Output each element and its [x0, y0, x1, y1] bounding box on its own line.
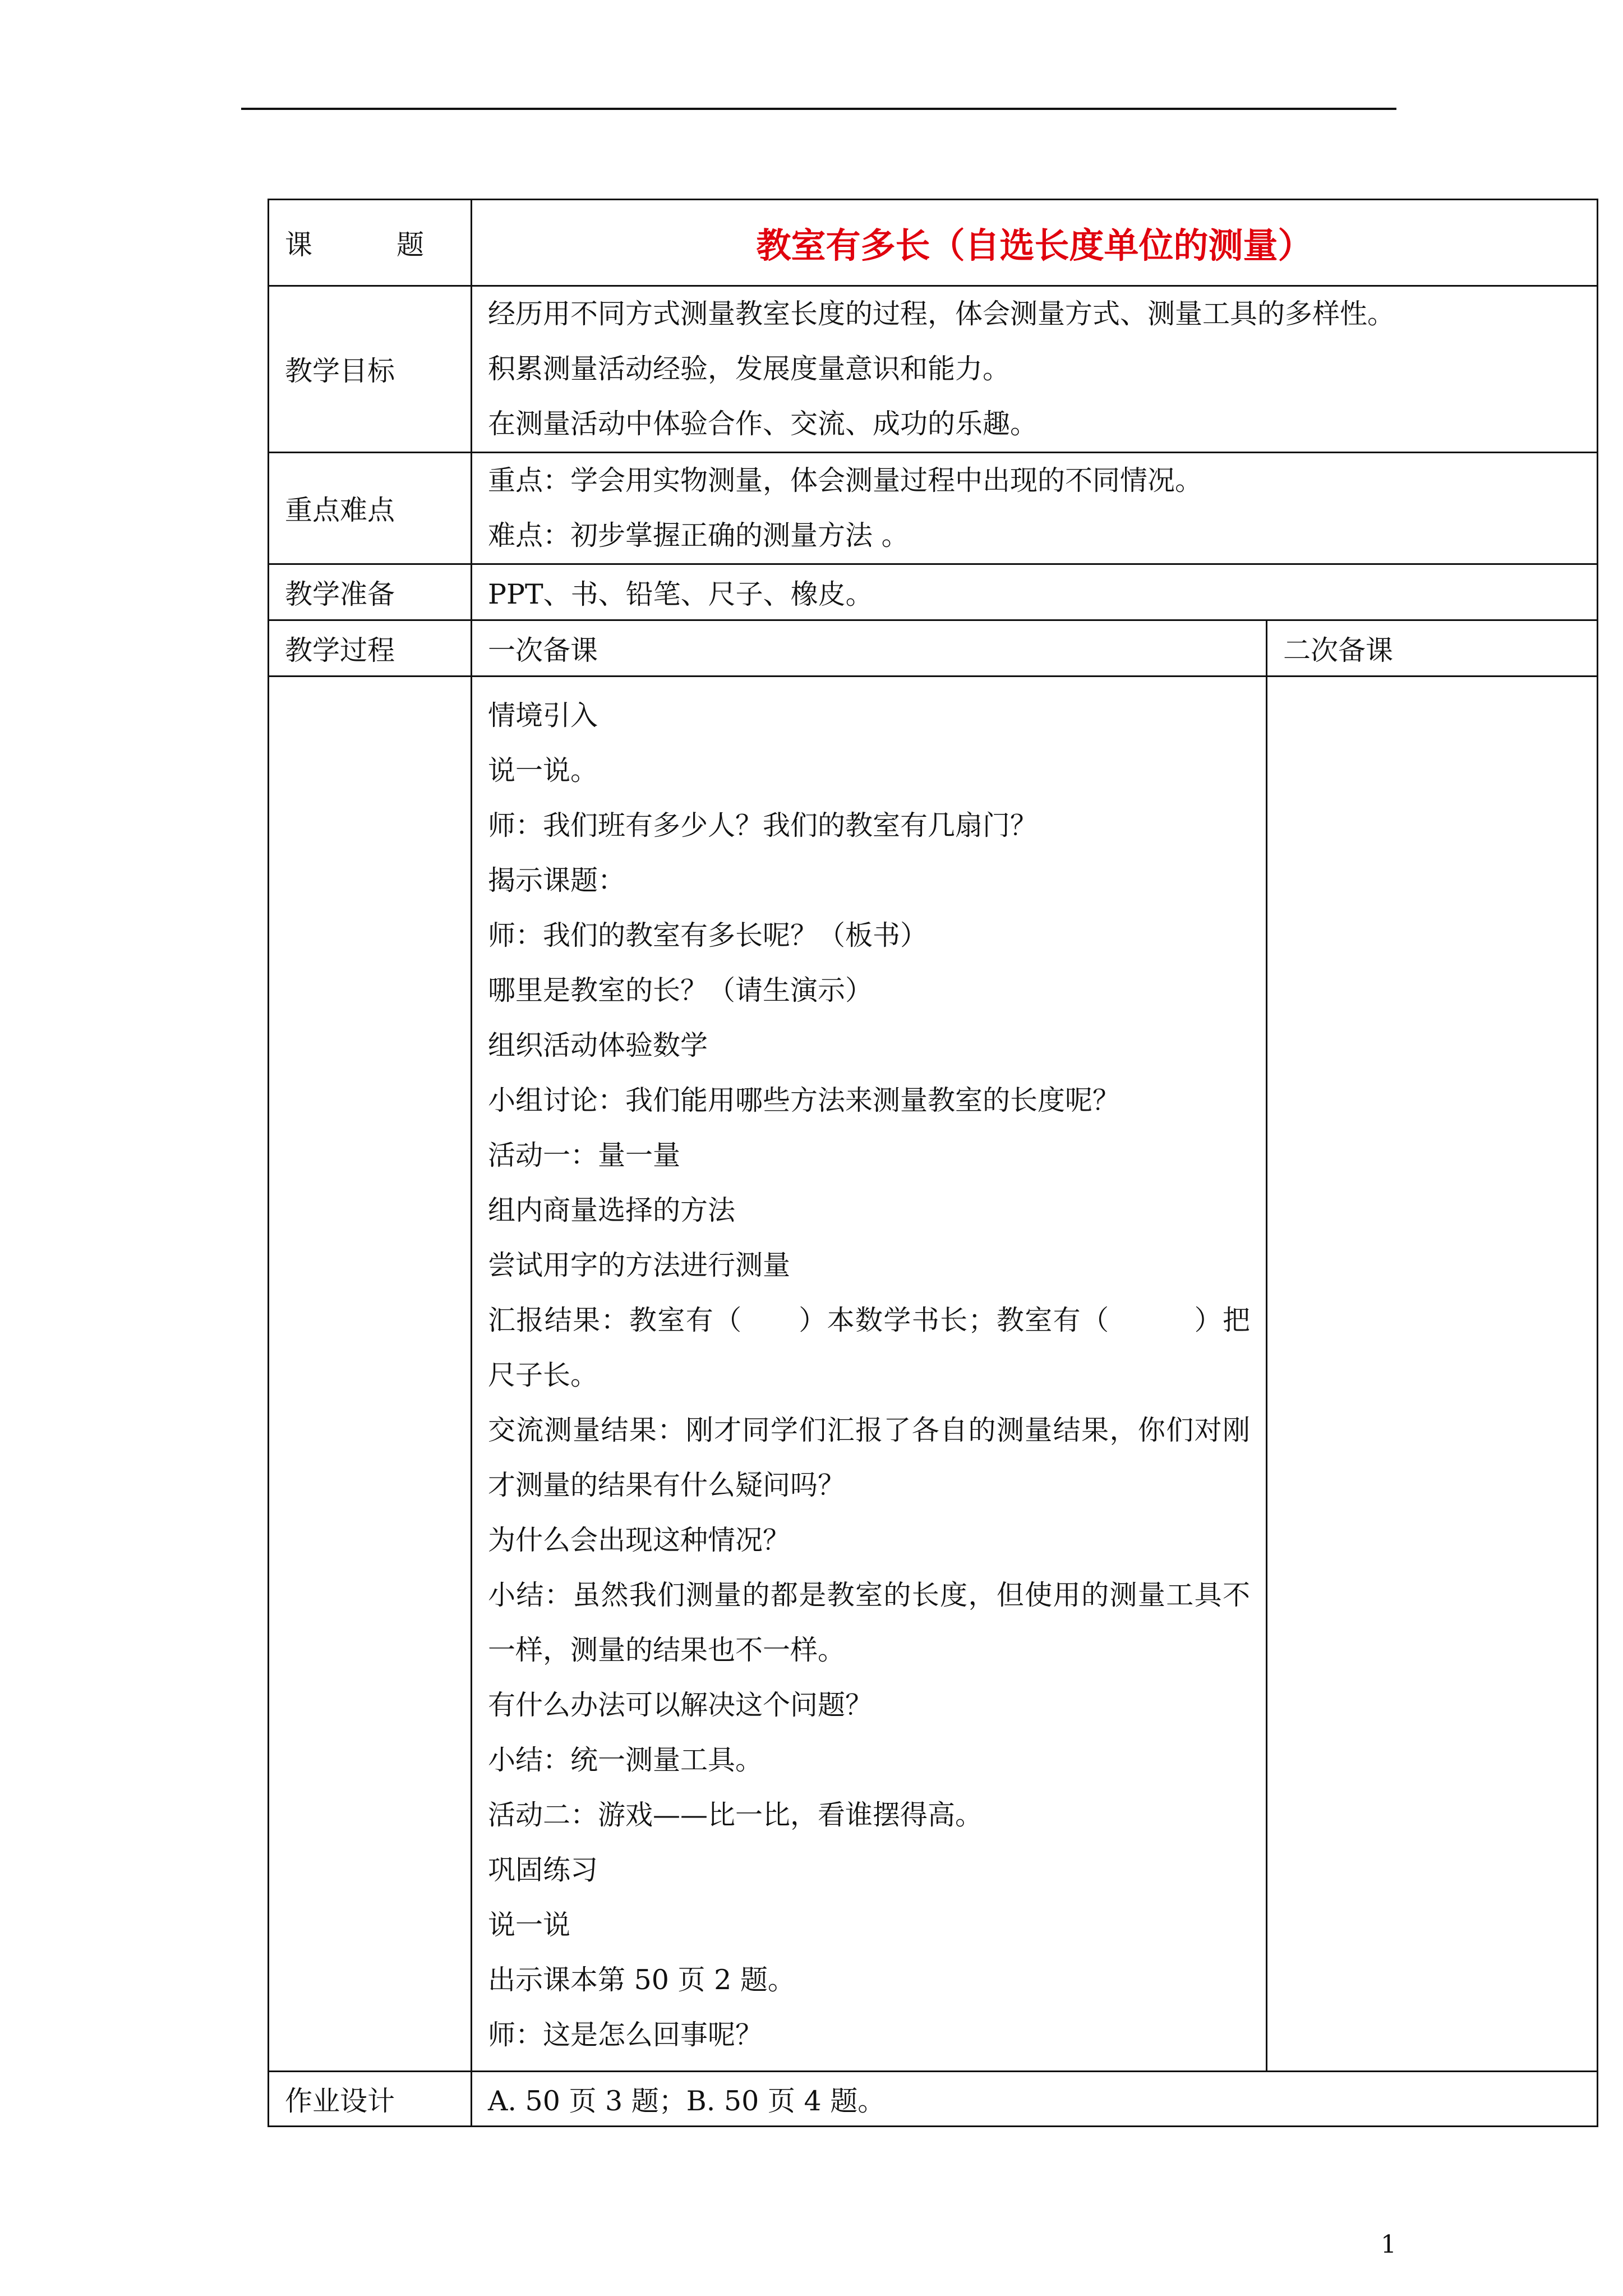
objectives-row	[269, 286, 1598, 453]
objective-line: 经历用不同方式测量教室长度的过程，体会测量方式、测量工具的多样性。	[488, 298, 1395, 330]
page-number: 1	[1381, 2230, 1396, 2259]
first-prep-content	[472, 677, 1267, 2072]
process-line: 师：这是怎么回事呢？	[488, 2019, 763, 2051]
process-line: 活动二：游戏——比一比，看谁摆得高。	[488, 1799, 983, 1831]
process-line: 说一说	[488, 1909, 571, 1941]
preparation-label: 教学准备	[269, 564, 472, 620]
key-points-label: 重点难点	[269, 453, 472, 564]
lesson-title: 教室有多长（自选长度单位的测量）	[756, 225, 1313, 266]
process-header-row	[269, 620, 1598, 677]
process-empty-label-cell	[269, 677, 472, 2072]
title-label-cell	[269, 200, 472, 286]
process-line: 尝试用字的方法进行测量	[488, 1249, 791, 1281]
process-line: 揭示课题：	[488, 864, 626, 896]
title-row	[269, 200, 1598, 286]
process-line: 说一说。	[488, 754, 598, 786]
objective-line: 在测量活动中体验合作、交流、成功的乐趣。	[488, 408, 1038, 440]
key-point-line: 难点：初步掌握正确的测量方法 。	[488, 519, 909, 551]
homework-label: 作业设计	[269, 2072, 472, 2127]
process-line: 才测量的结果有什么疑问吗？	[488, 1469, 846, 1501]
key-point-line: 重点：学会用实物测量，体会测量过程中出现的不同情况。	[488, 464, 1203, 496]
process-line: 巩固练习	[488, 1854, 598, 1886]
lesson-plan-table	[268, 199, 1598, 2127]
process-line: 组织活动体验数学	[488, 1029, 708, 1061]
process-line: 出示课本第 50 页 2 题。	[488, 1964, 795, 1996]
title-label: 课 题	[285, 228, 425, 261]
process-line: 为什么会出现这种情况？	[488, 1524, 791, 1556]
homework-row	[269, 2072, 1598, 2127]
process-line: 汇报结果：教室有（ ）本数学书长；教室有（ ）把	[488, 1304, 1250, 1336]
process-line: 师：我们的教室有多长呢？（板书）	[488, 919, 928, 951]
process-label: 教学过程	[269, 620, 472, 677]
header-rule	[241, 108, 1396, 110]
process-line: 哪里是教室的长？（请生演示）	[488, 974, 873, 1006]
process-line: 有什么办法可以解决这个问题？	[488, 1689, 873, 1721]
process-line: 小组讨论：我们能用哪些方法来测量教室的长度呢？	[488, 1084, 1121, 1116]
key-points-content	[472, 453, 1598, 564]
process-line: 交流测量结果：刚才同学们汇报了各自的测量结果，你们对刚	[488, 1414, 1250, 1446]
preparation-row	[269, 564, 1598, 620]
key-points-row	[269, 453, 1598, 564]
process-line: 小结：虽然我们测量的都是教室的长度，但使用的测量工具不	[488, 1579, 1250, 1611]
objectives-content	[472, 286, 1598, 453]
second-prep-content	[1267, 677, 1598, 2072]
first-prep-heading: 一次备课	[472, 620, 1267, 677]
second-prep-heading: 二次备课	[1267, 620, 1598, 677]
lesson-title-cell	[472, 200, 1598, 286]
objective-line: 积累测量活动经验，发展度量意识和能力。	[488, 353, 1011, 385]
homework-content: A. 50 页 3 题；B. 50 页 4 题。	[472, 2072, 1598, 2127]
process-row	[269, 677, 1598, 2072]
process-line: 一样，测量的结果也不一样。	[488, 1634, 846, 1666]
objectives-label: 教学目标	[269, 286, 472, 453]
process-line: 情境引入	[488, 700, 598, 731]
process-line: 尺子长。	[488, 1359, 598, 1391]
process-line: 师：我们班有多少人？我们的教室有几扇门？	[488, 809, 1038, 841]
process-line: 活动一：量一量	[488, 1139, 681, 1171]
preparation-content: PPT、书、铅笔、尺子、橡皮。	[472, 564, 1598, 620]
process-line: 组内商量选择的方法	[488, 1194, 736, 1226]
process-line: 小结：统一测量工具。	[488, 1744, 763, 1776]
